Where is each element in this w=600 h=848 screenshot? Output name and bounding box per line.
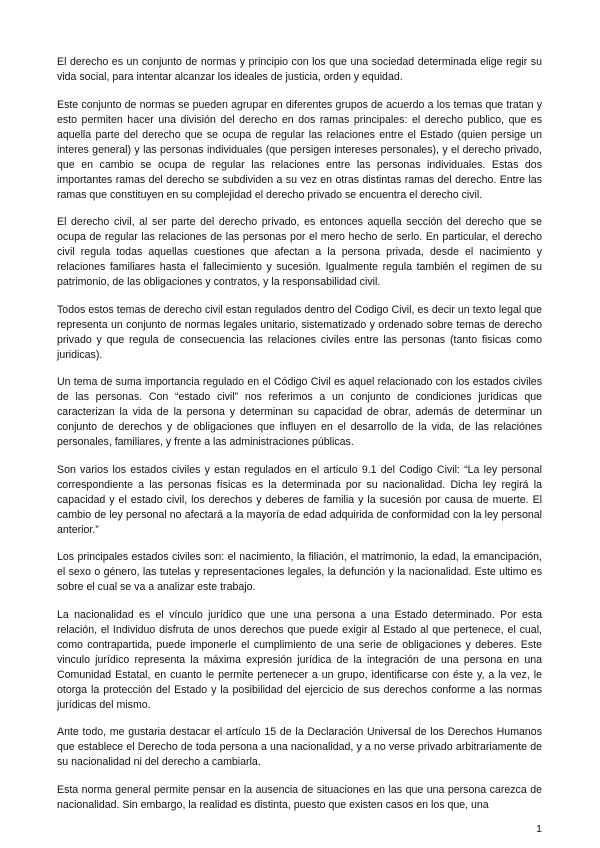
paragraph-derecho-definicion: El derecho es un conjunto de normas y principio con los que una sociedad determinada elige regir su vida social, para intentar alcanzar los ideales de justicia, orden y equidad. <box>57 56 542 83</box>
page-number: 1 <box>536 823 542 835</box>
paragraph-estados-civiles: Los principales estados civiles son: el nacimiento, la filiación, el matrimonio, la edad, la emancipación, el sexo o género, las tutelas y representaciones legales, la defunción y la nacionalidad. Este ultimo es sobre el cual se va a analizar este trabajo. <box>57 551 542 593</box>
paragraph-codigo-civil: Todos estos temas de derecho civil estan regulados dentro del Codigo Civil, es decir un texto legal que representa un conjunto de normas legales unitario, sistematizado y ordenado sobre temas de derecho privado y que regula de consecuencia las relaciones civiles entre las personas (tanto fisicas como juridicas). <box>57 303 542 361</box>
paragraph-ramas-derecho: Este conjunto de normas se pueden agrupar en diferentes grupos de acuerdo a los temas que tratan y esto permiten hacer una división del derecho en dos ramas principales: el derecho publico, que es aquella parte del derecho que se ocupa de regular las relaciones entre el Estado (quien persige un interes general) y las personas individuales (que persigen intereses personales), y el derecho privado, que en cambio se ocupa de regular las relaciones entre las personas individuales. Estas dos importantes ramas del derecho se subdividen a su vez en otras distintas ramas del derecho. Entre las ramas que constituyen en su complejidad el derecho privado se encuentra el derecho civil. <box>57 98 542 201</box>
document-body <box>57 55 542 825</box>
paragraph-derecho-civil: El derecho civil, al ser parte del derecho privado, es entonces aquella sección del derecho que se ocupa de regular las relaciones de las personas por el mero hecho de serlo. En particular, el derecho civil regula todas aquellas cuestiones que afectan a la persona privada, desde el nacimiento y relaciones familiares hasta el fallecimiento y sucesión. Igualmente regula también el regimen de su patrimonio, de las obligaciones y contratos, y la responsabilidad civil. <box>57 216 542 288</box>
paragraph-nacionalidad: La nacionalidad es el vínculo jurídico que une una persona a una Estado determinado. Por esta relación, el Individuo disfruta de unos derechos que puede exigir al Estado al que pertenece, el cual, como contrapartida, puede imponerle el cumplimiento de una serie de obligaciones y deberes. Este vinculo jurídico representa la máxima expresión jurídica de la integración de una persona en una Comunidad Estatal, en cuanto le permite pertenecer a un grupo, identificarse con éste y, a la vez, le otorga la protección del Estado y la posibilidad del ejercicio de sus derechos conforme a las normas jurídicas del mismo. <box>57 608 542 711</box>
paragraph-norma-general: Esta norma general permite pensar en la ausencia de situaciones en las que una persona carezca de nacionalidad. Sin embargo, la realidad es distinta, puesto que existen casos en los que, una <box>57 783 542 811</box>
paragraph-articulo-9-1: Son varios los estados civiles y estan regulados en el articulo 9.1 del Codigo Civil: “La ley personal correspondiente a las personas físicas es la determinada por su nacionalidad. Dicha ley regirá la capacidad y el estado civil, los derechos y deberes de familia y la sucesión por causa de muerte. El cambio de ley personal no afectará a la mayoría de edad adquirida de conformidad con la ley personal anterior.” <box>57 463 542 536</box>
paragraph-estado-civil: Un tema de suma importancia regulado en el Código Civil es aquel relacionado con los estados civiles de las personas. Con “estado civil” nos referimos a un conjunto de condiciones jurídicas que caracterizan la vida de la persona y determinan su capacidad de obrar, además de determinar un conjunto de derechos y de obligaciones que influyen en el desarrollo de la vida, de las relaciónes personales, familiares, y frente a las administraciones públicas. <box>57 376 542 448</box>
paragraph-articulo-15: Ante todo, me gustaria destacar el artículo 15 de la Declaración Universal de los Derechos Humanos que establece el Derecho de toda persona a una nacionalidad, y a no verse privado arbitrariamente de su nacionalidad ni del derecho a cambiarla. <box>57 726 542 768</box>
